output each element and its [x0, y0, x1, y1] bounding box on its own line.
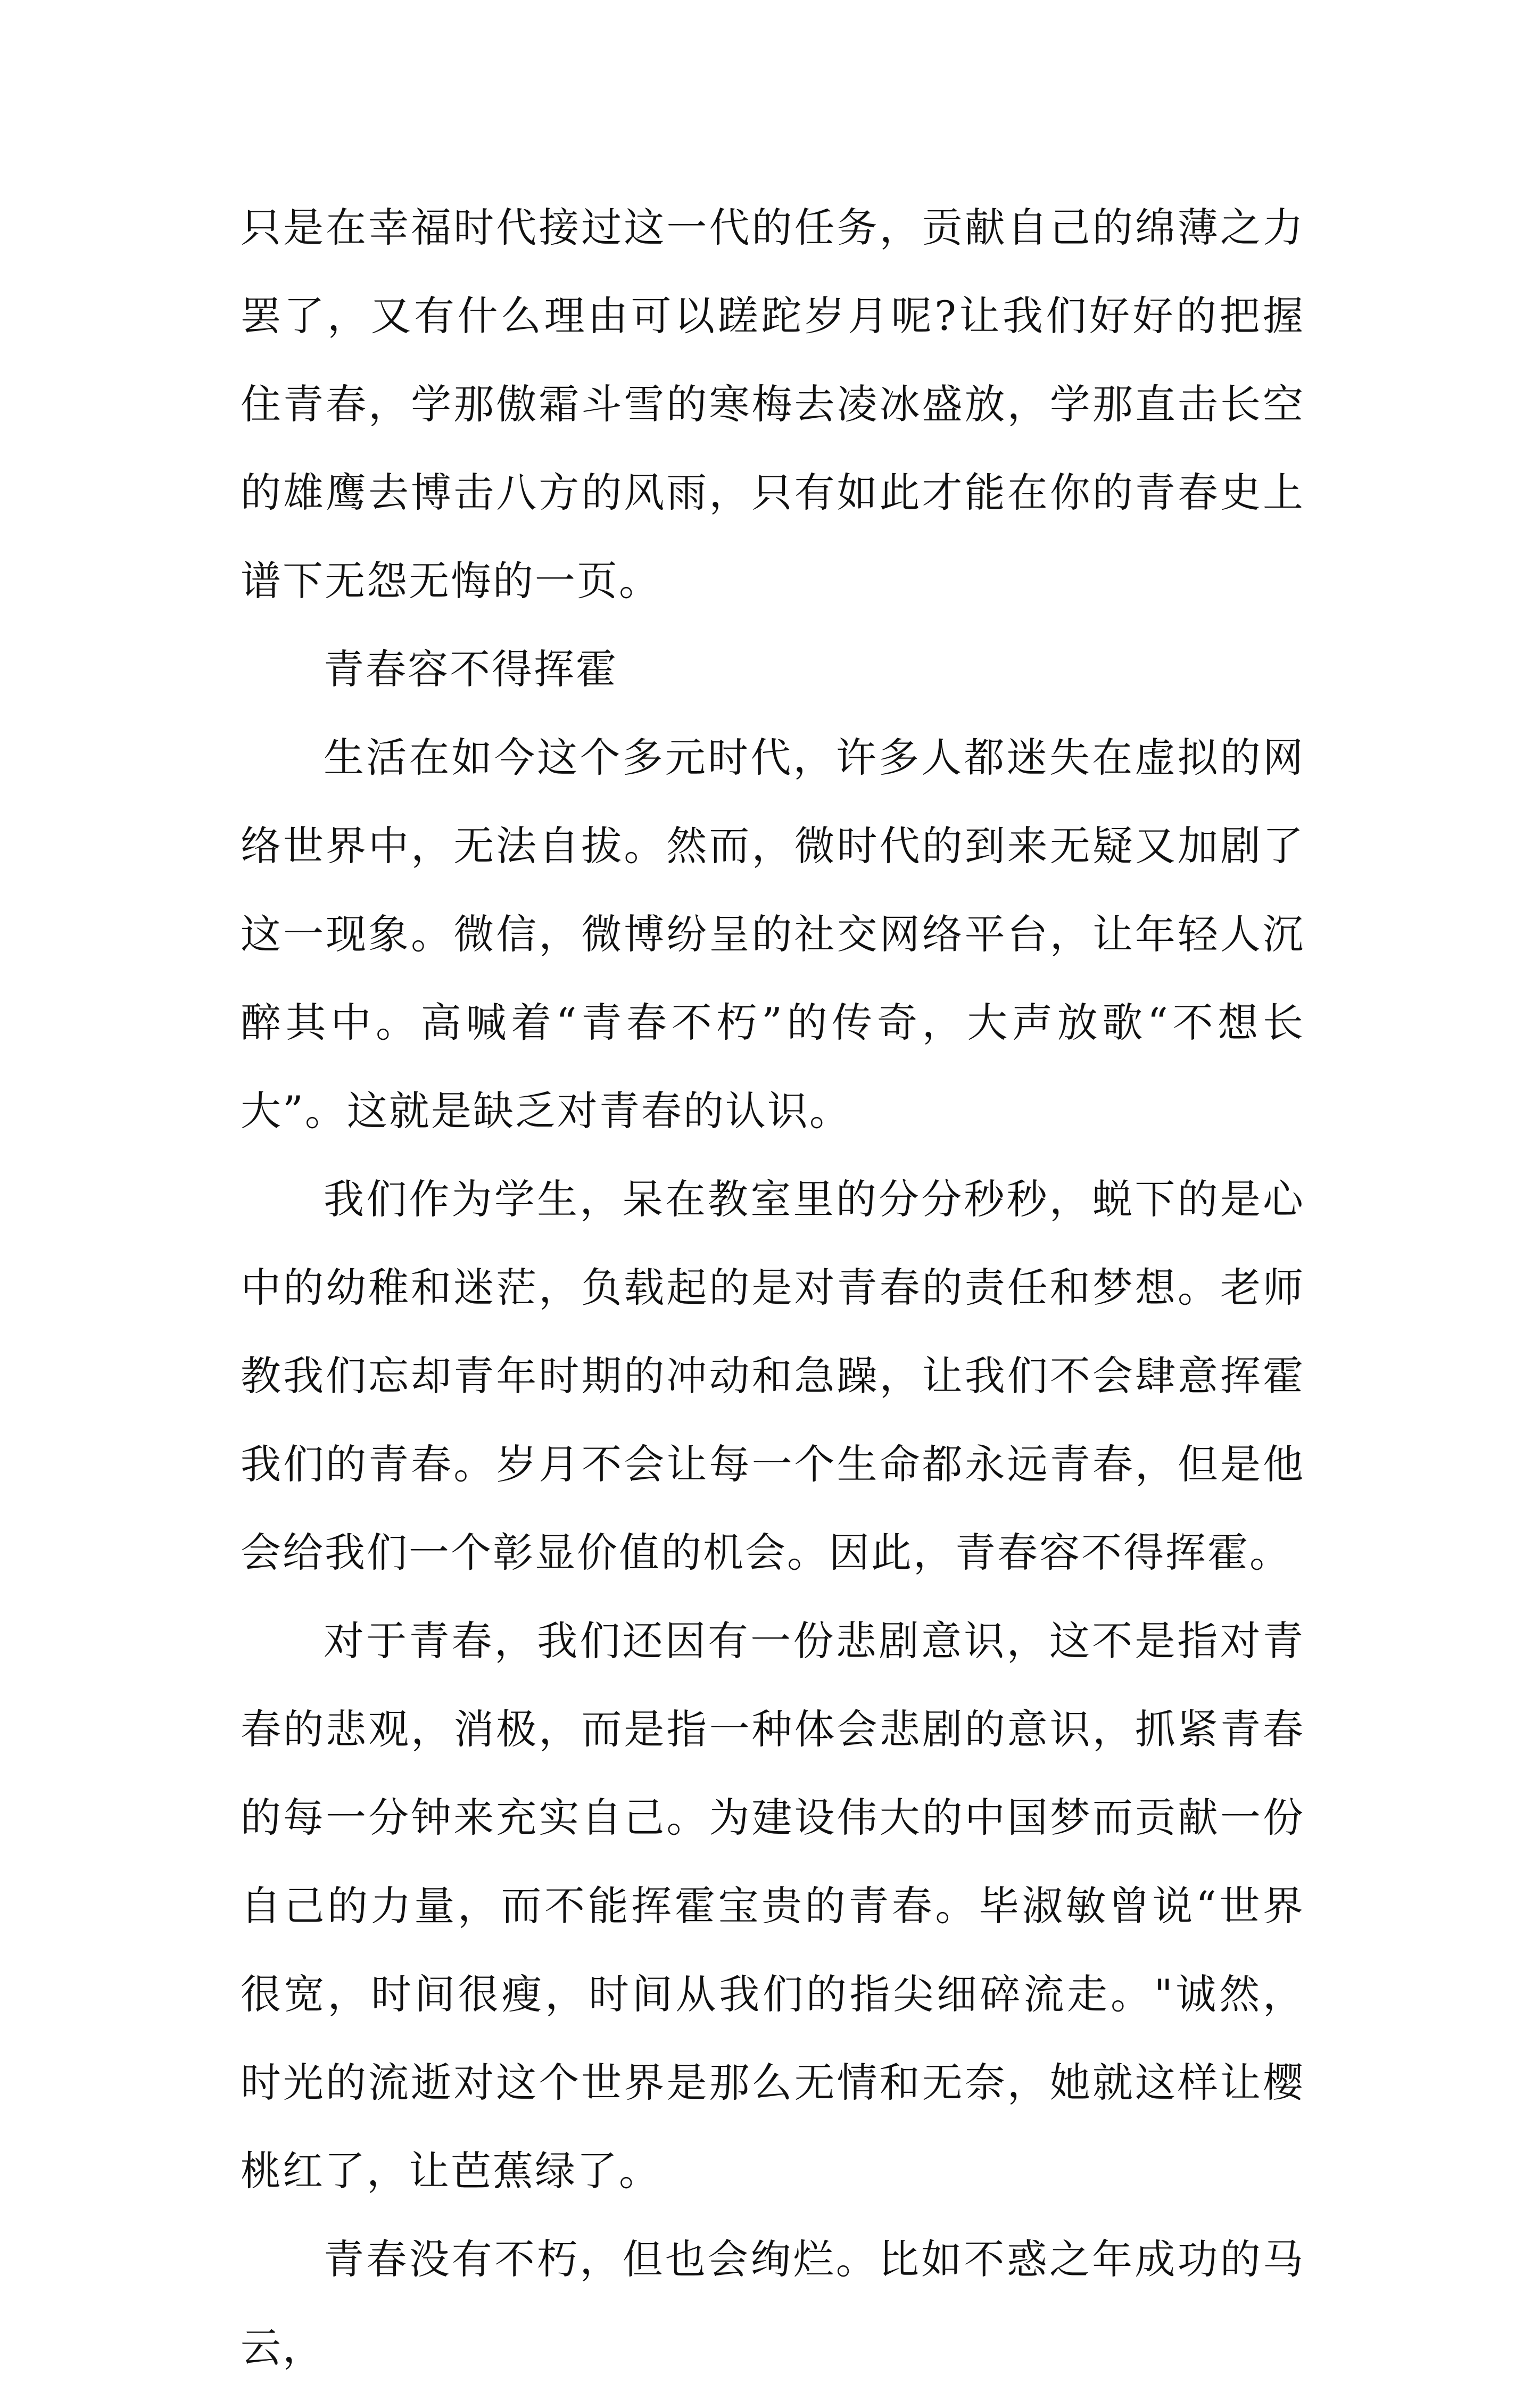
section-heading: 青春容不得挥霍 — [324, 645, 618, 693]
paragraph-3: 我们作为学生，呆在教室里的分分秒秒，蜕下的是心中的幼稚和迷茫，负载起的是对青春的责任和梦想。老师教我们忘却青年时期的冲动和急躁，让我们不会肆意挥霍我们的青春。岁月不会让每一个生命都永远青春，但是他会给我们一个彰显价值的机会。因此，青春容不得挥霍。 — [241, 1176, 1305, 1576]
paragraph-1: 只是在幸福时代接过这一代的任务，贡献自己的绵薄之力罢了，又有什么理由可以蹉跎岁月呢?让我们好好的把握住青春，学那傲霜斗雪的寒梅去凌冰盛放，学那直击长空的雄鹰去博击八方的风雨，只有如此才能在你的青春史上谱下无怨无悔的一页。 — [241, 204, 1305, 605]
paragraph-4: 对于青春，我们还因有一份悲剧意识，这不是指对青春的悲观，消极，而是指一种体会悲剧的意识，抓紧青春的每一分钟来充实自己。为建设伟大的中国梦而贡献一份自己的力量，而不能挥霍宝贵的青春。毕淑敏曾说“世界很宽，时间很瘦，时间从我们的指尖细碎流走。"诚然，时光的流逝对这个世界是那么无情和无奈，她就这样让樱桃红了，让芭蕉绿了。 — [241, 1617, 1305, 2195]
paragraph-2: 生活在如今这个多元时代，许多人都迷失在虚拟的网络世界中，无法自拔。然而，微时代的到来无疑又加剧了这一现象。微信，微博纷呈的社交网络平台，让年轻人沉醉其中。高喊着“青春不朽”的传奇，大声放歌“不想长大”。这就是缺乏对青春的认识。 — [241, 734, 1305, 1135]
paragraph-5: 青春没有不朽，但也会绚烂。比如不惑之年成功的马云， — [241, 2236, 1305, 2371]
document-body — [241, 184, 1305, 2392]
